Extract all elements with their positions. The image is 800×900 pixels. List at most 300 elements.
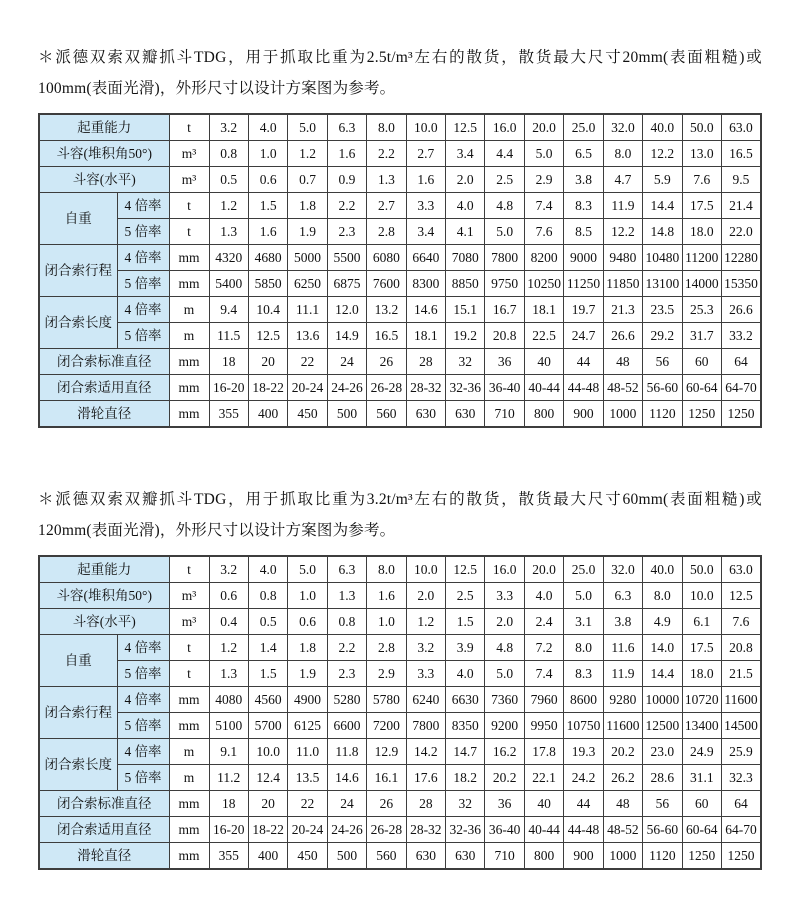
value-cell: 4.9 xyxy=(643,609,682,635)
value-cell: 14.9 xyxy=(327,323,366,349)
table-row xyxy=(39,661,761,687)
value-cell: 2.0 xyxy=(406,583,445,609)
value-cell: 10000 xyxy=(643,687,682,713)
value-cell: 17.6 xyxy=(406,765,445,791)
value-cell: 1.0 xyxy=(248,141,287,167)
value-cell: 56-60 xyxy=(643,375,682,401)
value-cell: 6.1 xyxy=(682,609,721,635)
value-cell: 13.2 xyxy=(367,297,406,323)
value-cell: 13400 xyxy=(682,713,721,739)
value-cell: 16.7 xyxy=(485,297,524,323)
grab-spec-table-1 xyxy=(38,113,762,428)
table-row xyxy=(39,687,761,713)
table-row xyxy=(39,297,761,323)
value-cell: 8.5 xyxy=(564,219,603,245)
value-cell: 60 xyxy=(682,791,721,817)
table-row xyxy=(39,193,761,219)
value-cell: 31.1 xyxy=(682,765,721,791)
value-cell: 2.7 xyxy=(367,193,406,219)
value-cell: 28-32 xyxy=(406,375,445,401)
value-cell: 3.3 xyxy=(485,583,524,609)
value-cell: 12500 xyxy=(643,713,682,739)
value-cell: 10.0 xyxy=(406,114,445,141)
value-cell: 7.6 xyxy=(682,167,721,193)
unit-cell: m³ xyxy=(169,141,209,167)
value-cell: 6.5 xyxy=(564,141,603,167)
value-cell: 630 xyxy=(446,401,485,428)
value-cell: 8.3 xyxy=(564,661,603,687)
value-cell: 20-24 xyxy=(288,375,327,401)
value-cell: 2.9 xyxy=(524,167,563,193)
value-cell: 18.2 xyxy=(446,765,485,791)
value-cell: 24-26 xyxy=(327,375,366,401)
value-cell: 2.2 xyxy=(367,141,406,167)
value-cell: 3.3 xyxy=(406,193,445,219)
value-cell: 13.0 xyxy=(682,141,721,167)
value-cell: 50.0 xyxy=(682,114,721,141)
value-cell: 710 xyxy=(485,401,524,428)
row-label-cell: 闭合索适用直径 xyxy=(39,817,169,843)
value-cell: 1250 xyxy=(721,843,761,870)
value-cell: 14.4 xyxy=(643,661,682,687)
value-cell: 7800 xyxy=(485,245,524,271)
value-cell: 7600 xyxy=(367,271,406,297)
unit-cell: mm xyxy=(169,843,209,870)
unit-cell: m xyxy=(169,297,209,323)
value-cell: 1.5 xyxy=(248,193,287,219)
value-cell: 14.8 xyxy=(643,219,682,245)
value-cell: 0.6 xyxy=(209,583,248,609)
table-row xyxy=(39,219,761,245)
value-cell: 1250 xyxy=(682,401,721,428)
value-cell: 4.0 xyxy=(446,661,485,687)
value-cell: 0.7 xyxy=(288,167,327,193)
value-cell: 1.9 xyxy=(288,219,327,245)
value-cell: 1.2 xyxy=(209,635,248,661)
row-label-cell: 滑轮直径 xyxy=(39,843,169,870)
value-cell: 2.8 xyxy=(367,635,406,661)
value-cell: 48 xyxy=(603,791,642,817)
value-cell: 13.6 xyxy=(288,323,327,349)
value-cell: 26.6 xyxy=(721,297,761,323)
row-sublabel-cell: 4 倍率 xyxy=(117,739,169,765)
value-cell: 18-22 xyxy=(248,817,287,843)
value-cell: 900 xyxy=(564,843,603,870)
value-cell: 400 xyxy=(248,401,287,428)
value-cell: 18-22 xyxy=(248,375,287,401)
unit-cell: mm xyxy=(169,245,209,271)
unit-cell: t xyxy=(169,635,209,661)
table-row xyxy=(39,167,761,193)
value-cell: 11250 xyxy=(564,271,603,297)
value-cell: 25.0 xyxy=(564,556,603,583)
value-cell: 16.0 xyxy=(485,114,524,141)
unit-cell: mm xyxy=(169,687,209,713)
value-cell: 3.2 xyxy=(406,635,445,661)
value-cell: 1.3 xyxy=(209,661,248,687)
value-cell: 7200 xyxy=(367,713,406,739)
grab-spec-section-1 xyxy=(38,42,762,428)
value-cell: 60-64 xyxy=(682,817,721,843)
value-cell: 8200 xyxy=(524,245,563,271)
unit-cell: m xyxy=(169,739,209,765)
row-sublabel-cell: 5 倍率 xyxy=(117,661,169,687)
value-cell: 6600 xyxy=(327,713,366,739)
value-cell: 2.2 xyxy=(327,635,366,661)
value-cell: 5.0 xyxy=(564,583,603,609)
value-cell: 64-70 xyxy=(721,375,761,401)
value-cell: 12.4 xyxy=(248,765,287,791)
value-cell: 4.4 xyxy=(485,141,524,167)
value-cell: 0.8 xyxy=(248,583,287,609)
intro-paragraph-1: ＊派德双索双瓣抓斗TDG，用于抓取比重为2.5t/m³左右的散货，散货最大尺寸20mm(表面粗糙)或100mm(表面光滑)，外形尺寸以设计方案图为参考。 xyxy=(38,49,762,97)
unit-cell: t xyxy=(169,661,209,687)
value-cell: 7.4 xyxy=(524,661,563,687)
value-cell: 1.3 xyxy=(209,219,248,245)
value-cell: 1000 xyxy=(603,843,642,870)
value-cell: 560 xyxy=(367,843,406,870)
unit-cell: t xyxy=(169,114,209,141)
value-cell: 7080 xyxy=(446,245,485,271)
value-cell: 1.8 xyxy=(288,635,327,661)
value-cell: 56 xyxy=(643,791,682,817)
value-cell: 13100 xyxy=(643,271,682,297)
value-cell: 20-24 xyxy=(288,817,327,843)
value-cell: 3.3 xyxy=(406,661,445,687)
value-cell: 23.5 xyxy=(643,297,682,323)
value-cell: 4.8 xyxy=(485,193,524,219)
value-cell: 6875 xyxy=(327,271,366,297)
table-row xyxy=(39,375,761,401)
value-cell: 2.3 xyxy=(327,661,366,687)
value-cell: 4.1 xyxy=(446,219,485,245)
row-sublabel-cell: 5 倍率 xyxy=(117,219,169,245)
value-cell: 9.1 xyxy=(209,739,248,765)
value-cell: 11.9 xyxy=(603,661,642,687)
value-cell: 20.2 xyxy=(603,739,642,765)
row-sublabel-cell: 5 倍率 xyxy=(117,323,169,349)
row-label-cell: 斗容(堆积角50°) xyxy=(39,583,169,609)
value-cell: 9.5 xyxy=(721,167,761,193)
table-row xyxy=(39,323,761,349)
value-cell: 36 xyxy=(485,349,524,375)
value-cell: 9.4 xyxy=(209,297,248,323)
value-cell: 6080 xyxy=(367,245,406,271)
value-cell: 1.2 xyxy=(209,193,248,219)
value-cell: 44-48 xyxy=(564,375,603,401)
value-cell: 11.9 xyxy=(603,193,642,219)
unit-cell: mm xyxy=(169,401,209,428)
value-cell: 4.0 xyxy=(524,583,563,609)
value-cell: 12.5 xyxy=(446,114,485,141)
table-row xyxy=(39,245,761,271)
value-cell: 5.0 xyxy=(485,661,524,687)
value-cell: 3.8 xyxy=(603,609,642,635)
value-cell: 10480 xyxy=(643,245,682,271)
value-cell: 12.5 xyxy=(446,556,485,583)
value-cell: 40 xyxy=(524,791,563,817)
row-sublabel-cell: 4 倍率 xyxy=(117,687,169,713)
value-cell: 1.2 xyxy=(288,141,327,167)
value-cell: 10.0 xyxy=(248,739,287,765)
unit-cell: mm xyxy=(169,349,209,375)
value-cell: 12.5 xyxy=(721,583,761,609)
value-cell: 10.0 xyxy=(406,556,445,583)
value-cell: 450 xyxy=(288,401,327,428)
value-cell: 25.9 xyxy=(721,739,761,765)
value-cell: 32 xyxy=(446,791,485,817)
value-cell: 5780 xyxy=(367,687,406,713)
value-cell: 4.0 xyxy=(446,193,485,219)
value-cell: 20.8 xyxy=(485,323,524,349)
row-label-cell: 闭合索行程 xyxy=(39,245,117,297)
row-sublabel-cell: 4 倍率 xyxy=(117,297,169,323)
value-cell: 19.2 xyxy=(446,323,485,349)
value-cell: 630 xyxy=(406,843,445,870)
value-cell: 16-20 xyxy=(209,817,248,843)
value-cell: 1.0 xyxy=(367,609,406,635)
value-cell: 26 xyxy=(367,349,406,375)
value-cell: 3.2 xyxy=(209,556,248,583)
value-cell: 31.7 xyxy=(682,323,721,349)
value-cell: 500 xyxy=(327,401,366,428)
value-cell: 20.0 xyxy=(524,556,563,583)
row-label-cell: 斗容(水平) xyxy=(39,167,169,193)
value-cell: 4560 xyxy=(248,687,287,713)
value-cell: 5.0 xyxy=(485,219,524,245)
value-cell: 7.2 xyxy=(524,635,563,661)
value-cell: 48 xyxy=(603,349,642,375)
value-cell: 24-26 xyxy=(327,817,366,843)
value-cell: 5400 xyxy=(209,271,248,297)
value-cell: 2.2 xyxy=(327,193,366,219)
value-cell: 4320 xyxy=(209,245,248,271)
value-cell: 800 xyxy=(524,401,563,428)
value-cell: 64-70 xyxy=(721,817,761,843)
value-cell: 24 xyxy=(327,791,366,817)
table-row xyxy=(39,713,761,739)
unit-cell: mm xyxy=(169,817,209,843)
value-cell: 5.0 xyxy=(524,141,563,167)
value-cell: 2.7 xyxy=(406,141,445,167)
value-cell: 18.1 xyxy=(524,297,563,323)
row-label-cell: 闭合索长度 xyxy=(39,297,117,349)
value-cell: 50.0 xyxy=(682,556,721,583)
value-cell: 4680 xyxy=(248,245,287,271)
value-cell: 22.0 xyxy=(721,219,761,245)
value-cell: 5000 xyxy=(288,245,327,271)
value-cell: 6.3 xyxy=(603,583,642,609)
value-cell: 2.0 xyxy=(485,609,524,635)
value-cell: 1250 xyxy=(682,843,721,870)
value-cell: 6.3 xyxy=(327,114,366,141)
value-cell: 17.5 xyxy=(682,635,721,661)
value-cell: 11.0 xyxy=(288,739,327,765)
value-cell: 7.4 xyxy=(524,193,563,219)
value-cell: 48-52 xyxy=(603,375,642,401)
value-cell: 16-20 xyxy=(209,375,248,401)
value-cell: 0.8 xyxy=(327,609,366,635)
value-cell: 8.0 xyxy=(367,114,406,141)
value-cell: 14.6 xyxy=(406,297,445,323)
value-cell: 8.0 xyxy=(603,141,642,167)
value-cell: 24 xyxy=(327,349,366,375)
value-cell: 400 xyxy=(248,843,287,870)
value-cell: 1.3 xyxy=(367,167,406,193)
value-cell: 11.6 xyxy=(603,635,642,661)
row-label-cell: 起重能力 xyxy=(39,114,169,141)
value-cell: 7.6 xyxy=(524,219,563,245)
value-cell: 8.0 xyxy=(564,635,603,661)
value-cell: 16.2 xyxy=(485,739,524,765)
value-cell: 11600 xyxy=(721,687,761,713)
value-cell: 12.2 xyxy=(603,219,642,245)
value-cell: 2.8 xyxy=(367,219,406,245)
value-cell: 36-40 xyxy=(485,817,524,843)
value-cell: 3.9 xyxy=(446,635,485,661)
value-cell: 3.4 xyxy=(406,219,445,245)
value-cell: 0.6 xyxy=(288,609,327,635)
value-cell: 56 xyxy=(643,349,682,375)
value-cell: 1.6 xyxy=(248,219,287,245)
value-cell: 22.5 xyxy=(524,323,563,349)
value-cell: 8850 xyxy=(446,271,485,297)
value-cell: 710 xyxy=(485,843,524,870)
unit-cell: t xyxy=(169,193,209,219)
row-sublabel-cell: 5 倍率 xyxy=(117,713,169,739)
value-cell: 630 xyxy=(406,401,445,428)
value-cell: 24.7 xyxy=(564,323,603,349)
value-cell: 10.4 xyxy=(248,297,287,323)
table-row xyxy=(39,765,761,791)
unit-cell: m xyxy=(169,765,209,791)
value-cell: 9000 xyxy=(564,245,603,271)
table-row xyxy=(39,817,761,843)
value-cell: 28 xyxy=(406,791,445,817)
value-cell: 1.6 xyxy=(327,141,366,167)
value-cell: 32 xyxy=(446,349,485,375)
value-cell: 9280 xyxy=(603,687,642,713)
unit-cell: mm xyxy=(169,791,209,817)
value-cell: 28 xyxy=(406,349,445,375)
value-cell: 11.2 xyxy=(209,765,248,791)
value-cell: 9480 xyxy=(603,245,642,271)
value-cell: 3.1 xyxy=(564,609,603,635)
value-cell: 13.5 xyxy=(288,765,327,791)
value-cell: 6125 xyxy=(288,713,327,739)
value-cell: 40.0 xyxy=(643,556,682,583)
value-cell: 2.9 xyxy=(367,661,406,687)
value-cell: 64 xyxy=(721,349,761,375)
value-cell: 18.0 xyxy=(682,219,721,245)
value-cell: 22 xyxy=(288,791,327,817)
value-cell: 33.2 xyxy=(721,323,761,349)
value-cell: 7960 xyxy=(524,687,563,713)
value-cell: 9200 xyxy=(485,713,524,739)
value-cell: 16.0 xyxy=(485,556,524,583)
value-cell: 355 xyxy=(209,401,248,428)
value-cell: 56-60 xyxy=(643,817,682,843)
value-cell: 20 xyxy=(248,791,287,817)
row-label-cell: 斗容(水平) xyxy=(39,609,169,635)
value-cell: 1.0 xyxy=(288,583,327,609)
value-cell: 18 xyxy=(209,791,248,817)
value-cell: 1250 xyxy=(721,401,761,428)
grab-spec-section-2 xyxy=(38,484,762,870)
value-cell: 9750 xyxy=(485,271,524,297)
value-cell: 9950 xyxy=(524,713,563,739)
value-cell: 8.0 xyxy=(367,556,406,583)
value-cell: 12280 xyxy=(721,245,761,271)
table-row xyxy=(39,791,761,817)
row-label-cell: 闭合索适用直径 xyxy=(39,375,169,401)
value-cell: 2.5 xyxy=(446,583,485,609)
value-cell: 32.3 xyxy=(721,765,761,791)
value-cell: 4900 xyxy=(288,687,327,713)
value-cell: 5.0 xyxy=(288,556,327,583)
table-row xyxy=(39,114,761,141)
value-cell: 1120 xyxy=(643,401,682,428)
row-label-cell: 闭合索长度 xyxy=(39,739,117,791)
row-label-cell: 起重能力 xyxy=(39,556,169,583)
value-cell: 11600 xyxy=(603,713,642,739)
value-cell: 900 xyxy=(564,401,603,428)
value-cell: 21.4 xyxy=(721,193,761,219)
value-cell: 63.0 xyxy=(721,114,761,141)
value-cell: 25.3 xyxy=(682,297,721,323)
value-cell: 1.3 xyxy=(327,583,366,609)
value-cell: 5700 xyxy=(248,713,287,739)
value-cell: 60-64 xyxy=(682,375,721,401)
value-cell: 40-44 xyxy=(524,375,563,401)
unit-cell: t xyxy=(169,556,209,583)
value-cell: 20 xyxy=(248,349,287,375)
value-cell: 11.1 xyxy=(288,297,327,323)
value-cell: 5.0 xyxy=(288,114,327,141)
value-cell: 10.0 xyxy=(682,583,721,609)
value-cell: 26-28 xyxy=(367,817,406,843)
value-cell: 14.6 xyxy=(327,765,366,791)
value-cell: 8600 xyxy=(564,687,603,713)
value-cell: 26.6 xyxy=(603,323,642,349)
table-row xyxy=(39,141,761,167)
value-cell: 8.0 xyxy=(643,583,682,609)
value-cell: 12.2 xyxy=(643,141,682,167)
value-cell: 1.6 xyxy=(406,167,445,193)
value-cell: 6250 xyxy=(288,271,327,297)
value-cell: 32-36 xyxy=(446,375,485,401)
value-cell: 2.5 xyxy=(485,167,524,193)
value-cell: 0.9 xyxy=(327,167,366,193)
value-cell: 17.8 xyxy=(524,739,563,765)
row-label-cell: 闭合索标准直径 xyxy=(39,349,169,375)
value-cell: 7.6 xyxy=(721,609,761,635)
row-sublabel-cell: 4 倍率 xyxy=(117,635,169,661)
value-cell: 2.0 xyxy=(446,167,485,193)
value-cell: 32.0 xyxy=(603,556,642,583)
value-cell: 32-36 xyxy=(446,817,485,843)
value-cell: 630 xyxy=(446,843,485,870)
value-cell: 10720 xyxy=(682,687,721,713)
value-cell: 8.3 xyxy=(564,193,603,219)
value-cell: 20.0 xyxy=(524,114,563,141)
value-cell: 12.9 xyxy=(367,739,406,765)
table-row xyxy=(39,271,761,297)
value-cell: 355 xyxy=(209,843,248,870)
value-cell: 7800 xyxy=(406,713,445,739)
value-cell: 6640 xyxy=(406,245,445,271)
row-sublabel-cell: 5 倍率 xyxy=(117,765,169,791)
